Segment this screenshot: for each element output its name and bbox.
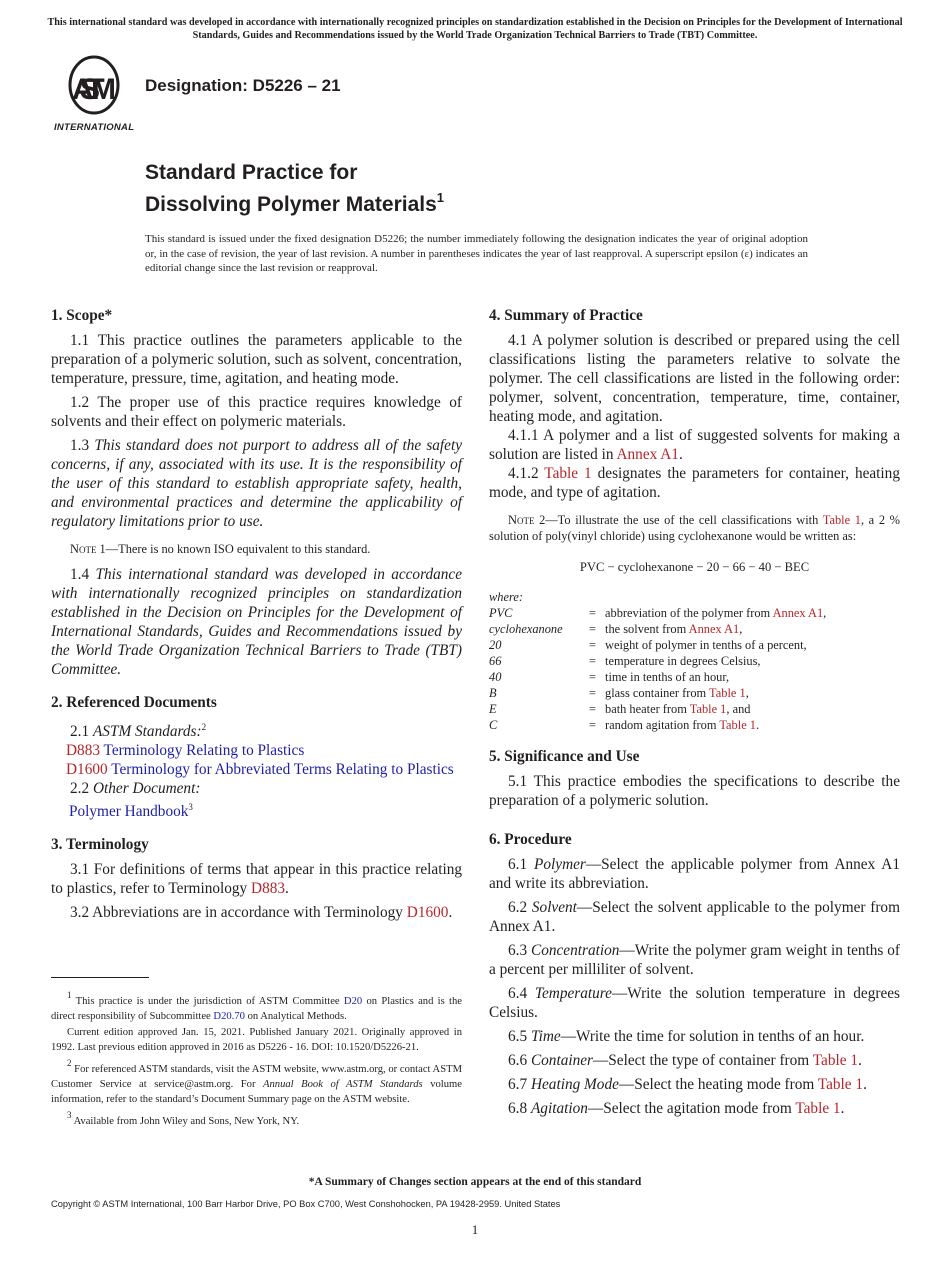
paragraph-2-1 [51,718,462,741]
text-segment: 1.3 [70,437,95,454]
text-segment: Temperature [534,985,612,1002]
cross-reference-link[interactable]: Annex A1 [772,606,824,620]
text-segment: designates the parameters for container, heating mode, and type of agitation. [489,465,900,501]
cross-reference-link[interactable]: Table 1 [822,513,861,527]
text-segment: weight of polymer in tenths of a percent, [605,638,807,652]
footnote-3 [51,1108,462,1129]
title-line-1: Standard Practice for [145,161,358,184]
definition-term: 66 [489,654,502,668]
cross-reference-link[interactable]: Table 1 [795,1100,841,1117]
equals-sign: = [589,702,596,716]
cross-reference-link[interactable]: D883 [251,880,286,897]
definition-term: 20 [489,638,502,652]
copyright: Copyright © ASTM International, 100 Barr Harbor Drive, PO Box C700, West Conshohocken, PA 19428-2959. United States [51,1199,561,1209]
text-segment: Current edition approved Jan. 15, 2021. Published January 2021. Originally approved in 1992. Last previous edition approved in 2016 as D5226 - 16. DOI: 10.1520/D5226-21. [51,1026,462,1054]
text-segment: 3.1 For definitions of terms that appear in this practice relating to plastics, refer to Terminology [51,861,462,897]
page-number: 1 [471,1222,479,1237]
cross-reference-link[interactable]: Table 1 [817,1076,864,1093]
paragraph-6-3 [489,941,900,979]
equals-sign: = [589,638,596,652]
paragraph-3-2 [51,903,462,922]
cross-reference-link[interactable]: Table 1 [812,1052,858,1069]
text-segment: , [823,606,827,620]
designation-abstract: This standard is issued under the fixed designation D5226; the number immediately following the designation indicates the year of original adoption or, in the case of revision, the year of last revision. A number in parentheses indicates the year of last reapproval. A superscript epsilon (ε) indicates an editorial change since the last revision or reapproval. [145,233,808,274]
section-heading: 2. Referenced Documents [51,694,217,711]
paragraph-6-5 [489,1027,900,1046]
cross-reference-link[interactable]: D20 [343,996,363,1007]
text-segment: temperature in degrees Celsius, [605,654,761,668]
text-segment: 4.1 A polymer solution is described or prepared using the cell classifications listing the parameters relative to solvate the polymer. The cell classifications are listed in the following order: polymer, solvent, concentration, temperature, time, container, heating mode, and agitation. [489,332,900,425]
definition-term: C [489,718,498,732]
text-segment: . [448,904,453,921]
section-procedure [489,830,900,1118]
text-segment: 4.1.1 A polymer and a list of suggested solvents for making a solution are listed in [489,427,900,463]
text-segment: 1.1 This practice outlines the parameters applicable to the preparation of a polymeric solution, such as solvent, concentration, temperature, pressure, time, agitation, and heating mode. [51,332,462,387]
text-segment: . [840,1100,845,1117]
section-significance [489,747,900,810]
paragraph-1-1 [51,331,462,388]
text-segment: —Select the heating mode from [618,1076,818,1093]
text-segment: abbreviation of the polymer from [605,606,773,620]
footnote-2 [51,1056,462,1108]
text-segment: . [285,880,289,897]
left-column [51,306,462,936]
text-segment: 6.6 [508,1052,531,1069]
footnotes [51,988,462,1129]
equals-sign: = [589,718,596,732]
paragraph-1-2 [51,393,462,431]
paragraph-3-1 [51,860,462,898]
footnote-divider [51,977,149,978]
text-segment: bath heater from [605,702,690,716]
text-segment: glass container from [605,686,710,700]
text-segment: —Select the solvent applicable to the polymer from Annex A1. [489,899,900,935]
text-segment: , [739,622,743,636]
paragraph-6-4 [489,984,900,1022]
section-terminology [51,835,462,922]
text-segment: Container [530,1052,593,1069]
cell-classification-formula: PVC − cyclohexanone − 20 − 66 − 40 − BEC [579,560,810,574]
text-segment: Solvent [531,899,577,916]
text-segment: 6.4 [508,985,535,1002]
right-column [489,306,900,1132]
section-summary-of-practice [489,306,900,733]
paragraph-6-1 [489,855,900,893]
definition-value [605,717,900,733]
cross-reference-link[interactable]: Annex A1 [688,622,740,636]
definition-value [605,637,900,653]
cross-reference-link[interactable]: Terminology Relating to Plastics [100,742,305,759]
wto-notice: This international standard was developed in accordance with internationally recognized principles on standardization established in the Decision on Principles for the Development of International Standards, Guides and Recommendations issued by the World Trade Organization Technical Barriers to Trade (TBT) Committee. [47,17,903,41]
equals-sign: = [589,606,596,620]
text-segment: Note [508,513,535,527]
text-segment: , [745,686,749,700]
text-segment: 3.2 Abbreviations are in accordance with Terminology [70,904,407,921]
text-segment: Note [70,542,97,556]
text-segment: 1.2 The proper use of this practice requires knowledge of solvents and their effect on polymeric materials. [51,394,462,430]
definitions-list [489,605,900,733]
definition-value [605,701,900,717]
text-segment: on Analytical Methods. [244,1011,347,1023]
section-heading: 1. Scope* [51,307,113,324]
paragraph-1-4 [51,565,462,679]
text-segment: —Write the polymer gram weight in tenths of a percent per milliliter of solvent. [489,942,901,978]
where-label: where: [489,590,523,604]
text-segment: time in tenths of an hour, [605,670,730,684]
paragraph-4-1-2 [489,464,900,502]
text-segment: 6.3 [508,942,532,959]
equals-sign: = [589,686,596,700]
paragraph-6-8 [489,1099,900,1118]
text-segment: Polymer [534,856,586,873]
text-segment: —Select the applicable polymer from Annex A1 and write its abbreviation. [489,856,900,892]
designation: Designation: D5226 – 21 [145,76,341,95]
title-footnote-ref: 1 [436,190,445,205]
definition-value [605,605,900,621]
text-segment: —Select the type of container from [593,1052,813,1069]
paragraph-5-1 [489,772,900,810]
paragraph-4-1-1 [489,426,900,464]
text-segment: the solvent from [605,622,689,636]
text-segment: —Write the solution temperature in degrees Celsius. [489,985,900,1021]
text-segment: random agitation from [605,718,720,732]
text-segment: This international standard was developed in accordance with internationally recognized principles on standardization established in the Decision on Principles for the Development of International Standards, Guides and Recommendations issued by the World Trade Organization Technical Barriers to Trade (TBT) Committee. [51,566,462,678]
text-segment: 1.4 [70,566,96,583]
definition-value [605,621,900,637]
text-segment: 5.1 This practice embodies the specifications to describe the preparation of a polymeric solution. [489,773,900,809]
text-segment: . [678,446,683,463]
cross-reference-link[interactable]: Table 1 [709,686,746,700]
text-segment: —Write the time for solution in tenths of an hour. [560,1028,865,1045]
text-segment: 6.5 [508,1028,531,1045]
text-segment: Time [530,1028,561,1045]
text-segment: Other Document: [92,780,201,797]
reference-d883[interactable] [51,741,462,760]
cross-reference-link[interactable]: D1600 [406,904,449,921]
title-line-2 [145,185,444,217]
text-segment: . [756,718,760,732]
text-segment: 4.1.2 [508,465,545,482]
paragraph-6-6 [489,1051,900,1070]
text-segment: on Plastics and is the direct responsibility of Subcommittee [51,996,463,1023]
footnote-ref: 3 [188,802,193,812]
text-segment: 6.2 [508,899,532,916]
cross-reference-link[interactable]: Table 1 [719,718,756,732]
cross-reference-link[interactable]: D1600 [66,761,108,778]
cross-reference-link[interactable]: Annex A1 [616,446,679,463]
svg-text:ASTM: ASTM [72,73,116,106]
text-segment: 6.7 [508,1076,531,1093]
cross-reference-link[interactable]: D20.70 [213,1011,245,1023]
text-segment: 6.1 [508,856,535,873]
section-heading: 6. Procedure [489,831,572,848]
text-segment: 6.8 [508,1100,531,1117]
text-segment: . [858,1052,862,1069]
section-scope [51,306,462,679]
svg-text:INTERNATIONAL: INTERNATIONAL [54,122,134,133]
text-segment: Agitation [530,1100,588,1117]
cross-reference-link[interactable]: Table 1 [544,465,592,482]
section-heading: 3. Terminology [51,836,149,853]
definition-value [605,669,900,685]
paragraph-4-1 [489,331,900,426]
cross-reference-link[interactable]: Polymer Handbook [69,803,189,820]
text-segment: , and [726,702,751,716]
text-segment: ASTM Standards: [92,723,202,740]
footnote-ref: 2 [67,1057,72,1068]
text-segment: This practice is under the jurisdiction of ASTM Committee [71,996,344,1007]
text-segment: 2—To illustrate the use of the cell classifications with [534,513,823,527]
note-2 [489,512,900,544]
document-title [145,160,444,217]
equals-sign: = [589,654,596,668]
title-text: Dissolving Polymer Materials [145,193,437,216]
cross-reference-link[interactable]: Table 1 [689,702,727,716]
text-segment: Concentration [531,942,620,959]
equals-sign: = [589,670,596,684]
text-segment: 2.2 [70,780,93,797]
section-referenced-documents [51,693,462,821]
reference-polymer-handbook[interactable] [51,798,462,821]
cross-reference-link[interactable]: Terminology for Abbreviated Terms Relating to Plastics [107,761,454,778]
cross-reference-link[interactable]: D883 [66,742,100,759]
footnote-ref: 1 [67,990,72,1000]
text-segment: Heating Mode [530,1076,619,1093]
definition-term: B [489,686,497,700]
text-segment: —Select the agitation mode from [587,1100,796,1117]
text-segment: 2.1 [70,723,93,740]
text-segment: 1—There is no known ISO equivalent to this standard. [96,542,371,556]
footnote-ref: 3 [67,1109,72,1120]
footnote-ref: 2 [201,722,207,732]
definition-value [605,685,900,701]
paragraph-6-2 [489,898,900,936]
text-segment: . [863,1076,867,1093]
text-segment: This standard does not purport to address all of the safety concerns, if any, associated with its use. It is the responsibility of the user of this standard to establish appropriate safety, health, and environmental practices and determine the applicability of regulatory limitations prior to use. [51,437,462,530]
paragraph-1-3 [51,436,462,531]
section-heading: 4. Summary of Practice [489,307,643,324]
reference-d1600[interactable] [51,760,462,779]
footnote-1-edition [51,1025,462,1056]
text-segment: Available from John Wiley and Sons, New York, NY. [71,1115,300,1127]
equals-sign: = [589,622,596,636]
definition-term: cyclohexanone [489,622,563,636]
text-segment: Annual Book of ASTM Standards [263,1079,423,1091]
summary-of-changes-note: *A Summary of Changes section appears at the end of this standard [308,1176,642,1188]
definition-value [605,653,900,669]
paragraph-6-7 [489,1075,900,1094]
section-heading: 5. Significance and Use [489,748,640,765]
footnote-1 [51,988,462,1025]
definition-term: 40 [489,670,502,684]
text-segment: For referenced ASTM standards, visit the ASTM website, www.astm.org, or contact ASTM Customer Service at service@astm.org. For [51,1063,462,1091]
astm-logo [53,55,135,133]
paragraph-2-2 [51,779,462,798]
text-segment: volume information, refer to the standard’s Document Summary page on the ASTM website. [51,1079,462,1106]
definition-term: E [489,702,497,716]
definition-term: PVC [489,606,513,620]
note-1 [51,541,462,557]
text-segment: , a 2 % solution of poly(vinyl chloride) using cyclohexanone would be written as: [489,513,900,543]
